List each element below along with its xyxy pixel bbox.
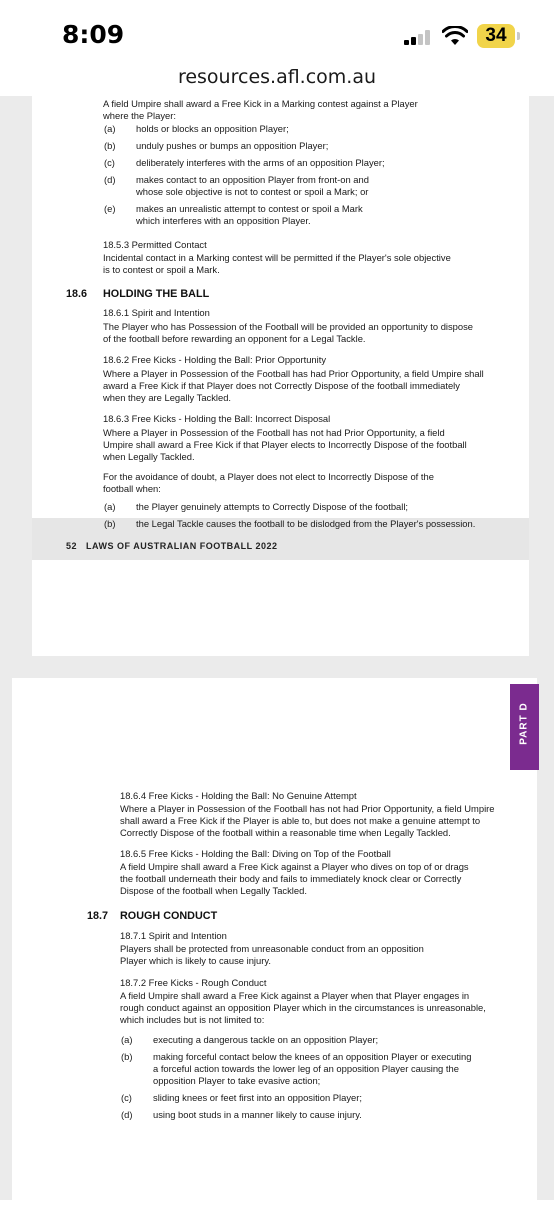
list-item-label: (d) [104, 174, 116, 185]
paragraph-line: award a Free Kick if that Player does not Correctly Dispose of the football immediately [103, 380, 460, 391]
list-item-text: executing a dangerous tackle on an opposition Player; [153, 1034, 379, 1045]
subsection-title: 18.6.3 Free Kicks - Holding the Ball: Incorrect Disposal [103, 413, 331, 424]
part-tab-label: PART D [518, 702, 530, 745]
list-item-label: (a) [104, 501, 116, 512]
subsection-title: 18.6.2 Free Kicks - Holding the Ball: Prior Opportunity [103, 354, 327, 365]
list-item-label: (e) [104, 203, 116, 214]
list-item-label: (c) [104, 157, 115, 168]
url-text[interactable]: resources.afl.com.au [177, 66, 377, 88]
paragraph-line: of the football before rewarding an opponent for a Legal Tackle. [103, 333, 366, 344]
list-item-text: makes an unrealistic attempt to contest or spoil a Mark [136, 203, 363, 214]
list-item-text: using boot studs in a manner likely to cause injury. [153, 1109, 362, 1120]
battery-nub [517, 32, 520, 40]
section-number: 18.7 [87, 910, 109, 922]
list-item-label: (b) [104, 518, 116, 529]
section-number: 18.6 [66, 288, 88, 300]
list-item-text: which interferes with an opposition Player. [136, 215, 311, 226]
paragraph-line: A field Umpire shall award a Free Kick against a Player when that Player engages in [120, 990, 470, 1001]
paragraph-line: A field Umpire shall award a Free Kick in a Marking contest against a Player [103, 98, 418, 109]
battery-level: 34 [485, 25, 507, 46]
address-bar[interactable] [0, 62, 554, 96]
list-item-label: (c) [121, 1092, 132, 1103]
list-item-text: makes contact to an opposition Player from front-on and [136, 174, 369, 185]
paragraph-line: Umpire shall award a Free Kick if that Player elects to Incorrectly Dispose of the football [103, 439, 467, 450]
subsection-title: 18.5.3 Permitted Contact [103, 239, 207, 250]
document-title: LAWS OF AUSTRALIAN FOOTBALL 2022 [86, 541, 278, 551]
paragraph-line: where the Player: [103, 110, 176, 121]
list-item-text: holds or blocks an opposition Player; [136, 123, 289, 134]
list-item-label: (d) [121, 1109, 133, 1120]
paragraph-line: football when: [103, 483, 161, 494]
cellular-signal-icon [404, 29, 436, 45]
list-item-text: unduly pushes or bumps an opposition Player; [136, 140, 329, 151]
paragraph-line: Where a Player in Possession of the Football has had Prior Opportunity, a field Umpire shall [103, 368, 484, 379]
section-title: HOLDING THE BALL [103, 288, 210, 300]
paragraph-line: is to contest or spoil a Mark. [103, 264, 220, 275]
paragraph-line: when they are Legally Tackled. [103, 392, 232, 403]
list-item-text: the Legal Tackle causes the football to be dislodged from the Player's possession. [136, 518, 476, 529]
list-item-label: (a) [104, 123, 116, 134]
page-footer-text [66, 541, 278, 551]
list-item-text: sliding knees or feet first into an opposition Player; [153, 1092, 362, 1103]
list-item-text: making forceful contact below the knees of an opposition Player or executing [153, 1051, 472, 1062]
list-item-text: the Player genuinely attempts to Correctly Dispose of the football; [136, 501, 409, 512]
list-item-text: opposition Player to take evasive action; [153, 1075, 321, 1086]
list-item-text: whose sole objective is not to contest or spoil a Mark; or [136, 186, 369, 197]
paragraph-line: For the avoidance of doubt, a Player does not elect to Incorrectly Dispose of the [103, 471, 434, 482]
paragraph-line: Incidental contact in a Marking contest will be permitted if the Player's sole objective [103, 252, 451, 263]
list-item-label: (b) [121, 1051, 133, 1062]
status-bar [0, 0, 554, 62]
section-title: ROUGH CONDUCT [120, 910, 218, 922]
page-number: 52 [66, 541, 78, 551]
paragraph-line: shall award a Free Kick if the Player is able to, but does not make a genuine attempt to [120, 815, 481, 826]
paragraph-line: Players shall be protected from unreasonable conduct from an opposition [120, 943, 424, 954]
paragraph-line: when Legally Tackled. [103, 451, 195, 462]
paragraph-line: Where a Player in Possession of the Football has not had Prior Opportunity, a field Umpire [120, 803, 495, 814]
battery-icon [477, 24, 515, 48]
paragraph-line: rough conduct against an opposition Player which in the circumstances is unreasonable, [120, 1002, 486, 1013]
subsection-title: 18.6.1 Spirit and Intention [103, 307, 210, 318]
subsection-title: 18.6.4 Free Kicks - Holding the Ball: No Genuine Attempt [120, 790, 357, 801]
paragraph-line: A field Umpire shall award a Free Kick against a Player who dives on top of or drags [120, 861, 469, 872]
subsection-title: 18.7.1 Spirit and Intention [120, 930, 227, 941]
subsection-title: 18.6.5 Free Kicks - Holding the Ball: Diving on Top of the Football [120, 848, 391, 859]
paragraph-line: the football underneath their body and fails to immediately knock clear or Correctly [120, 873, 462, 884]
paragraph-line: Player which is likely to cause injury. [120, 955, 271, 966]
paragraph-line: Dispose of the football when Legally Tackled. [120, 885, 307, 896]
subsection-title: 18.7.2 Free Kicks - Rough Conduct [120, 977, 267, 988]
part-tab [510, 684, 539, 770]
list-item-label: (b) [104, 140, 116, 151]
list-item-label: (a) [121, 1034, 133, 1045]
paragraph-line: Correctly Dispose of the football within a reasonable time when Legally Tackled. [120, 827, 451, 838]
paragraph-line: which includes but is not limited to: [120, 1014, 265, 1025]
paragraph-line: Where a Player in Possession of the Football has not had Prior Opportunity, a field [103, 427, 445, 438]
status-time: 8:09 [62, 20, 125, 49]
list-item-text: deliberately interferes with the arms of an opposition Player; [136, 157, 385, 168]
wifi-icon [442, 26, 468, 46]
paragraph-line: The Player who has Possession of the Football will be provided an opportunity to dispose [103, 321, 474, 332]
list-item-text: a forceful action towards the lower leg of an opposition Player causing the [153, 1063, 459, 1074]
